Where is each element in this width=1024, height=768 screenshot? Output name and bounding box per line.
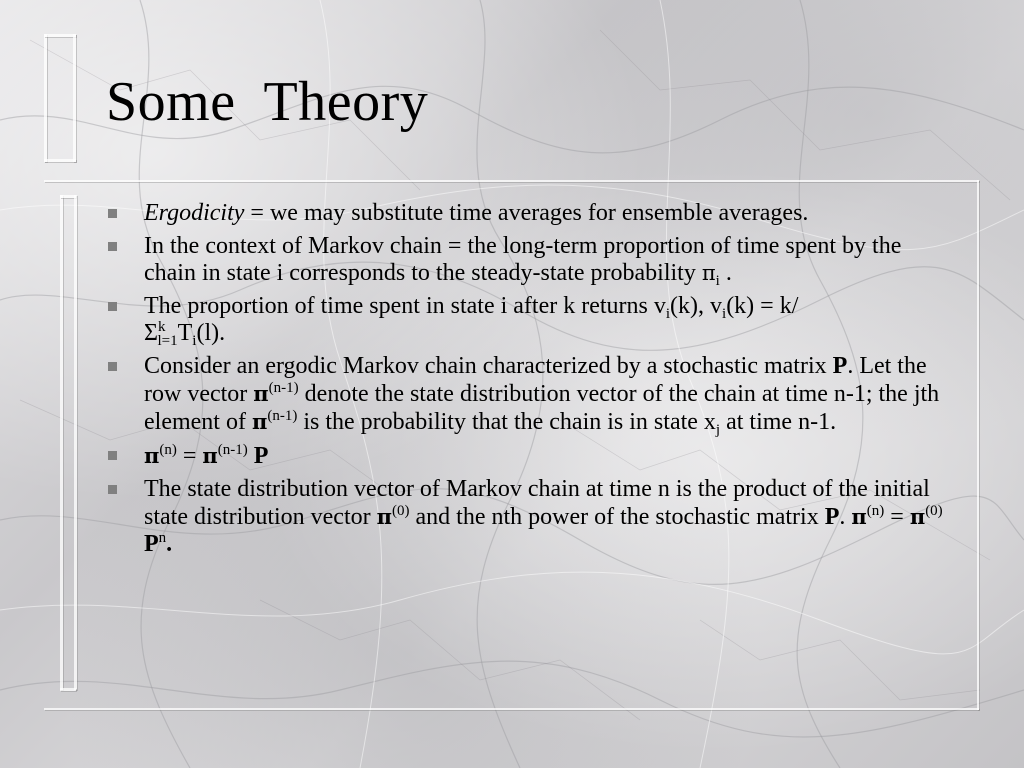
bullet-list — [108, 200, 958, 564]
frame-line — [60, 688, 76, 691]
bullet-item: Ergodicity = we may substitute time averages for ensemble averages. — [108, 200, 958, 227]
frame-line — [977, 180, 979, 710]
square-bullet-icon — [108, 242, 117, 251]
frame-line — [44, 34, 47, 162]
marble-highlight — [0, 572, 1024, 654]
bullet-item: The proportion of time spent in state i after k returns $v_i(k)$, $v_i(k) = k/$ $\Sigma^k_{l=1}T_i(l)$. — [108, 293, 958, 347]
square-bullet-icon — [108, 302, 117, 311]
square-bullet-icon — [108, 451, 117, 460]
bullet-item: $\pi^{(n)} = \pi^{(n-1)}$ P — [108, 442, 958, 470]
marble-vein — [700, 620, 980, 700]
pi-symbol: π — [701, 261, 716, 285]
pi-symbol: π — [251, 409, 268, 434]
matrix-p: P — [144, 531, 159, 557]
frame-line — [73, 34, 76, 162]
bullet-item: In the context of Markov chain = the long-term proportion of time spent by the chain in state i corresponds to the steady-state probability $\pi_i$ . — [108, 233, 958, 287]
pi-symbol: π — [909, 504, 926, 529]
slide-title: Some Theory — [106, 71, 429, 133]
frame-line — [44, 180, 979, 182]
bullet-item: Consider an ergodic Markov chain characterized by a stochastic matrix P. Let the row vector $\pi^{(n-1)}$ denote the state distribution vector of the chain at time n-1; the jth element of $\pi^{(n-1)}$ is the probability that the chain is in state $x_j$ at time n-1. — [108, 353, 958, 436]
frame-line — [44, 34, 76, 37]
marble-vein — [0, 661, 1024, 737]
marble-vein — [260, 600, 640, 720]
bullet-item: The state distribution vector of Markov chain at time n is the product of the initial state distribution vector $\pi^{(0)}$ and the nth power of the stochastic matrix P. $\pi^{(n)} = \pi^{(0)}$ $P^n$. — [108, 476, 958, 558]
term-ergodicity: Ergodicity — [144, 200, 245, 226]
matrix-p: P — [253, 443, 269, 469]
frame-line — [44, 159, 76, 162]
frame-line — [44, 708, 979, 710]
square-bullet-icon — [108, 209, 117, 218]
pi-symbol: π — [202, 443, 218, 468]
frame-line — [74, 195, 77, 690]
frame-line — [60, 195, 63, 690]
marble-vein — [600, 30, 1010, 200]
pi-symbol: π — [253, 381, 269, 406]
pi-symbol: π — [144, 443, 160, 468]
square-bullet-icon — [108, 362, 117, 371]
pi-symbol: π — [376, 504, 392, 529]
square-bullet-icon — [108, 485, 117, 494]
matrix-p: P — [824, 504, 840, 530]
sigma-symbol: Σ — [144, 320, 158, 346]
matrix-p: P — [832, 353, 848, 379]
pi-symbol: π — [851, 504, 867, 529]
